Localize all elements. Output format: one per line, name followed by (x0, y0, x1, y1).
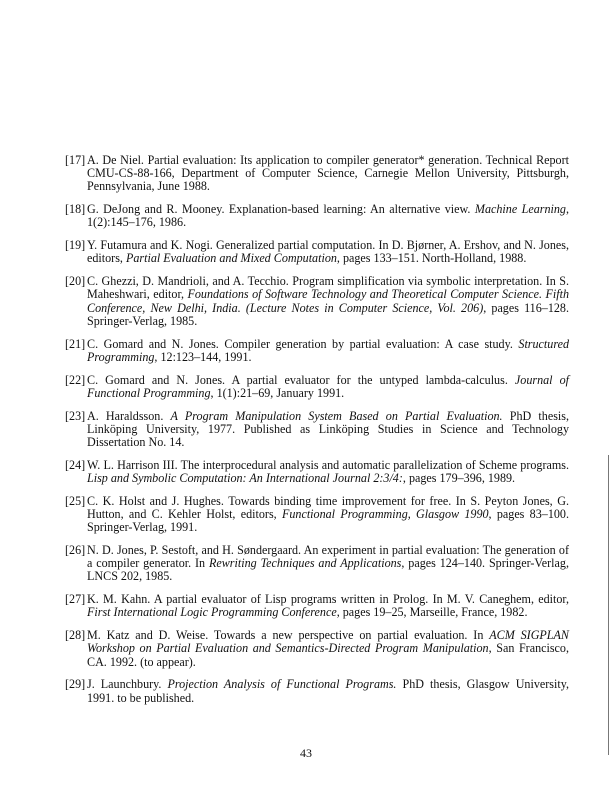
reference-text: , pages 133–151. North-Holland, 1988. (336, 251, 527, 266)
reference-text: A. Haraldsson. (87, 408, 171, 423)
reference-text: , San Francisco, CA. 1992. (to appear). (87, 641, 569, 669)
reference-title-italic: Rewriting Techniques and Applications (208, 556, 402, 571)
bibliography-entry (65, 338, 569, 364)
bibliography-entry (65, 410, 569, 450)
reference-title-italic: Partial Evaluation and Mixed Computation (125, 251, 337, 266)
bibliography-entry (65, 459, 569, 485)
page-number: 43 (300, 746, 312, 760)
reference-number: [29] (65, 677, 86, 692)
reference-title-italic: Structured Programming (87, 336, 569, 364)
reference-text: C. K. Holst and J. Hughes. Towards binding time improvement for free. In S. Peyton Jones, G. Hutton, and C. Kehler Holst, editors, (87, 493, 569, 522)
reference-number: [27] (65, 592, 86, 607)
reference-text: K. M. Kahn. A partial evaluator of Lisp programs written in Prolog. In M. V. Caneghem, editor, (87, 592, 569, 607)
reference-text: Y. Futamura and K. Nogi. Generalized partial computation. In D. Bjørner, A. Ershov, and N. Jones, editors, (87, 238, 569, 266)
reference-number: [25] (65, 493, 86, 508)
reference-number: [28] (65, 628, 86, 643)
bibliography-entry (65, 678, 569, 704)
reference-text: , pages 116–128. Springer-Verlag, 1985. (87, 300, 569, 328)
scan-edge-line (608, 455, 609, 755)
reference-title-italic: A Program Manipulation System Based on Partial Evaluation. (170, 408, 503, 423)
bibliography-entry (65, 203, 569, 229)
reference-number: [26] (65, 543, 86, 558)
bibliography-entry (65, 593, 569, 619)
reference-number: [18] (65, 202, 86, 217)
reference-number: [19] (65, 238, 86, 253)
reference-text: C. Gomard and N. Jones. Compiler generation by partial evaluation: A case study. (87, 336, 519, 351)
reference-text: W. L. Harrison III. The interprocedural analysis and automatic parallelization of Scheme programs. (87, 457, 569, 472)
reference-text: , pages 179–396, 1989. (402, 471, 516, 486)
bibliography-entry (65, 154, 569, 194)
reference-title-italic: Lisp and Symbolic Computation: An International Journal 2:3/4: (87, 471, 403, 486)
reference-text: A. De Niel. Partial evaluation: Its application to compiler generator* generation. Technical Report CMU-CS-88-166, Department of Computer Science, Carnegie Mellon University, Pittsburgh, Pennsylvania, June 1988. (87, 153, 569, 194)
reference-title-italic: Journal of Functional Programming (87, 372, 569, 400)
reference-text: , pages 83–100. Springer-Verlag, 1991. (87, 507, 569, 535)
reference-title-italic: Projection Analysis of Functional Programs. (167, 677, 397, 692)
bibliography-entry (65, 629, 569, 669)
bibliography-entry (65, 544, 569, 584)
reference-title-italic: ACM SIGPLAN Workshop on Partial Evaluation and Semantics-Directed Program Manipulation (87, 628, 569, 656)
bibliography-entry (65, 239, 569, 265)
reference-text: PhD thesis, Linköping University, 1977. Published as Linköping Studies in Science and Technology Dissertation No. 14. (87, 408, 569, 450)
reference-title-italic: Functional Programming, Glasgow 1990 (281, 507, 489, 522)
reference-number: [21] (65, 336, 86, 351)
reference-text: PhD thesis, Glasgow University, 1991. to be published. (87, 677, 569, 705)
reference-text: , 1(1):21–69, January 1991. (210, 385, 345, 400)
reference-number: [24] (65, 457, 86, 472)
reference-text: C. Ghezzi, D. Mandrioli, and A. Tecchio. Program simplification via symbolic interpretation. In S. Maheshwari, editor, (87, 274, 569, 302)
reference-text: J. Launchbury. (87, 677, 168, 692)
reference-text: G. DeJong and R. Mooney. Explanation-based learning: An alternative view. (87, 202, 475, 217)
reference-text: M. Katz and D. Weise. Towards a new perspective on partial evaluation. In (87, 628, 490, 643)
reference-number: [22] (65, 372, 86, 387)
reference-text: , 1(2):145–176, 1986. (87, 202, 569, 230)
bibliography-entry (65, 374, 569, 400)
reference-text: , pages 19–25, Marseille, France, 1982. (336, 605, 528, 620)
reference-title-italic: Foundations of Software Technology and Theoretical Computer Science. Fifth Conference, New Delhi, India. (Lecture Notes in Computer Science, Vol. 206) (87, 287, 569, 315)
bibliography-list (65, 154, 569, 714)
reference-title-italic: First International Logic Programming Conference (87, 605, 337, 620)
reference-text: N. D. Jones, P. Sestoft, and H. Søndergaard. An experiment in partial evaluation: The generation of a compiler generator. In (87, 543, 569, 571)
reference-title-italic: Machine Learning (474, 202, 566, 217)
reference-text: C. Gomard and N. Jones. A partial evaluator for the untyped lambda-calculus. (87, 372, 515, 387)
bibliography-entry (65, 495, 569, 535)
reference-number: [23] (65, 408, 86, 423)
reference-number: [17] (65, 153, 86, 167)
reference-text: , pages 124–140. Springer-Verlag, LNCS 202, 1985. (87, 556, 569, 584)
bibliography-entry (65, 275, 569, 328)
reference-text: , 12:123–144, 1991. (154, 349, 252, 364)
reference-number: [20] (65, 274, 86, 289)
